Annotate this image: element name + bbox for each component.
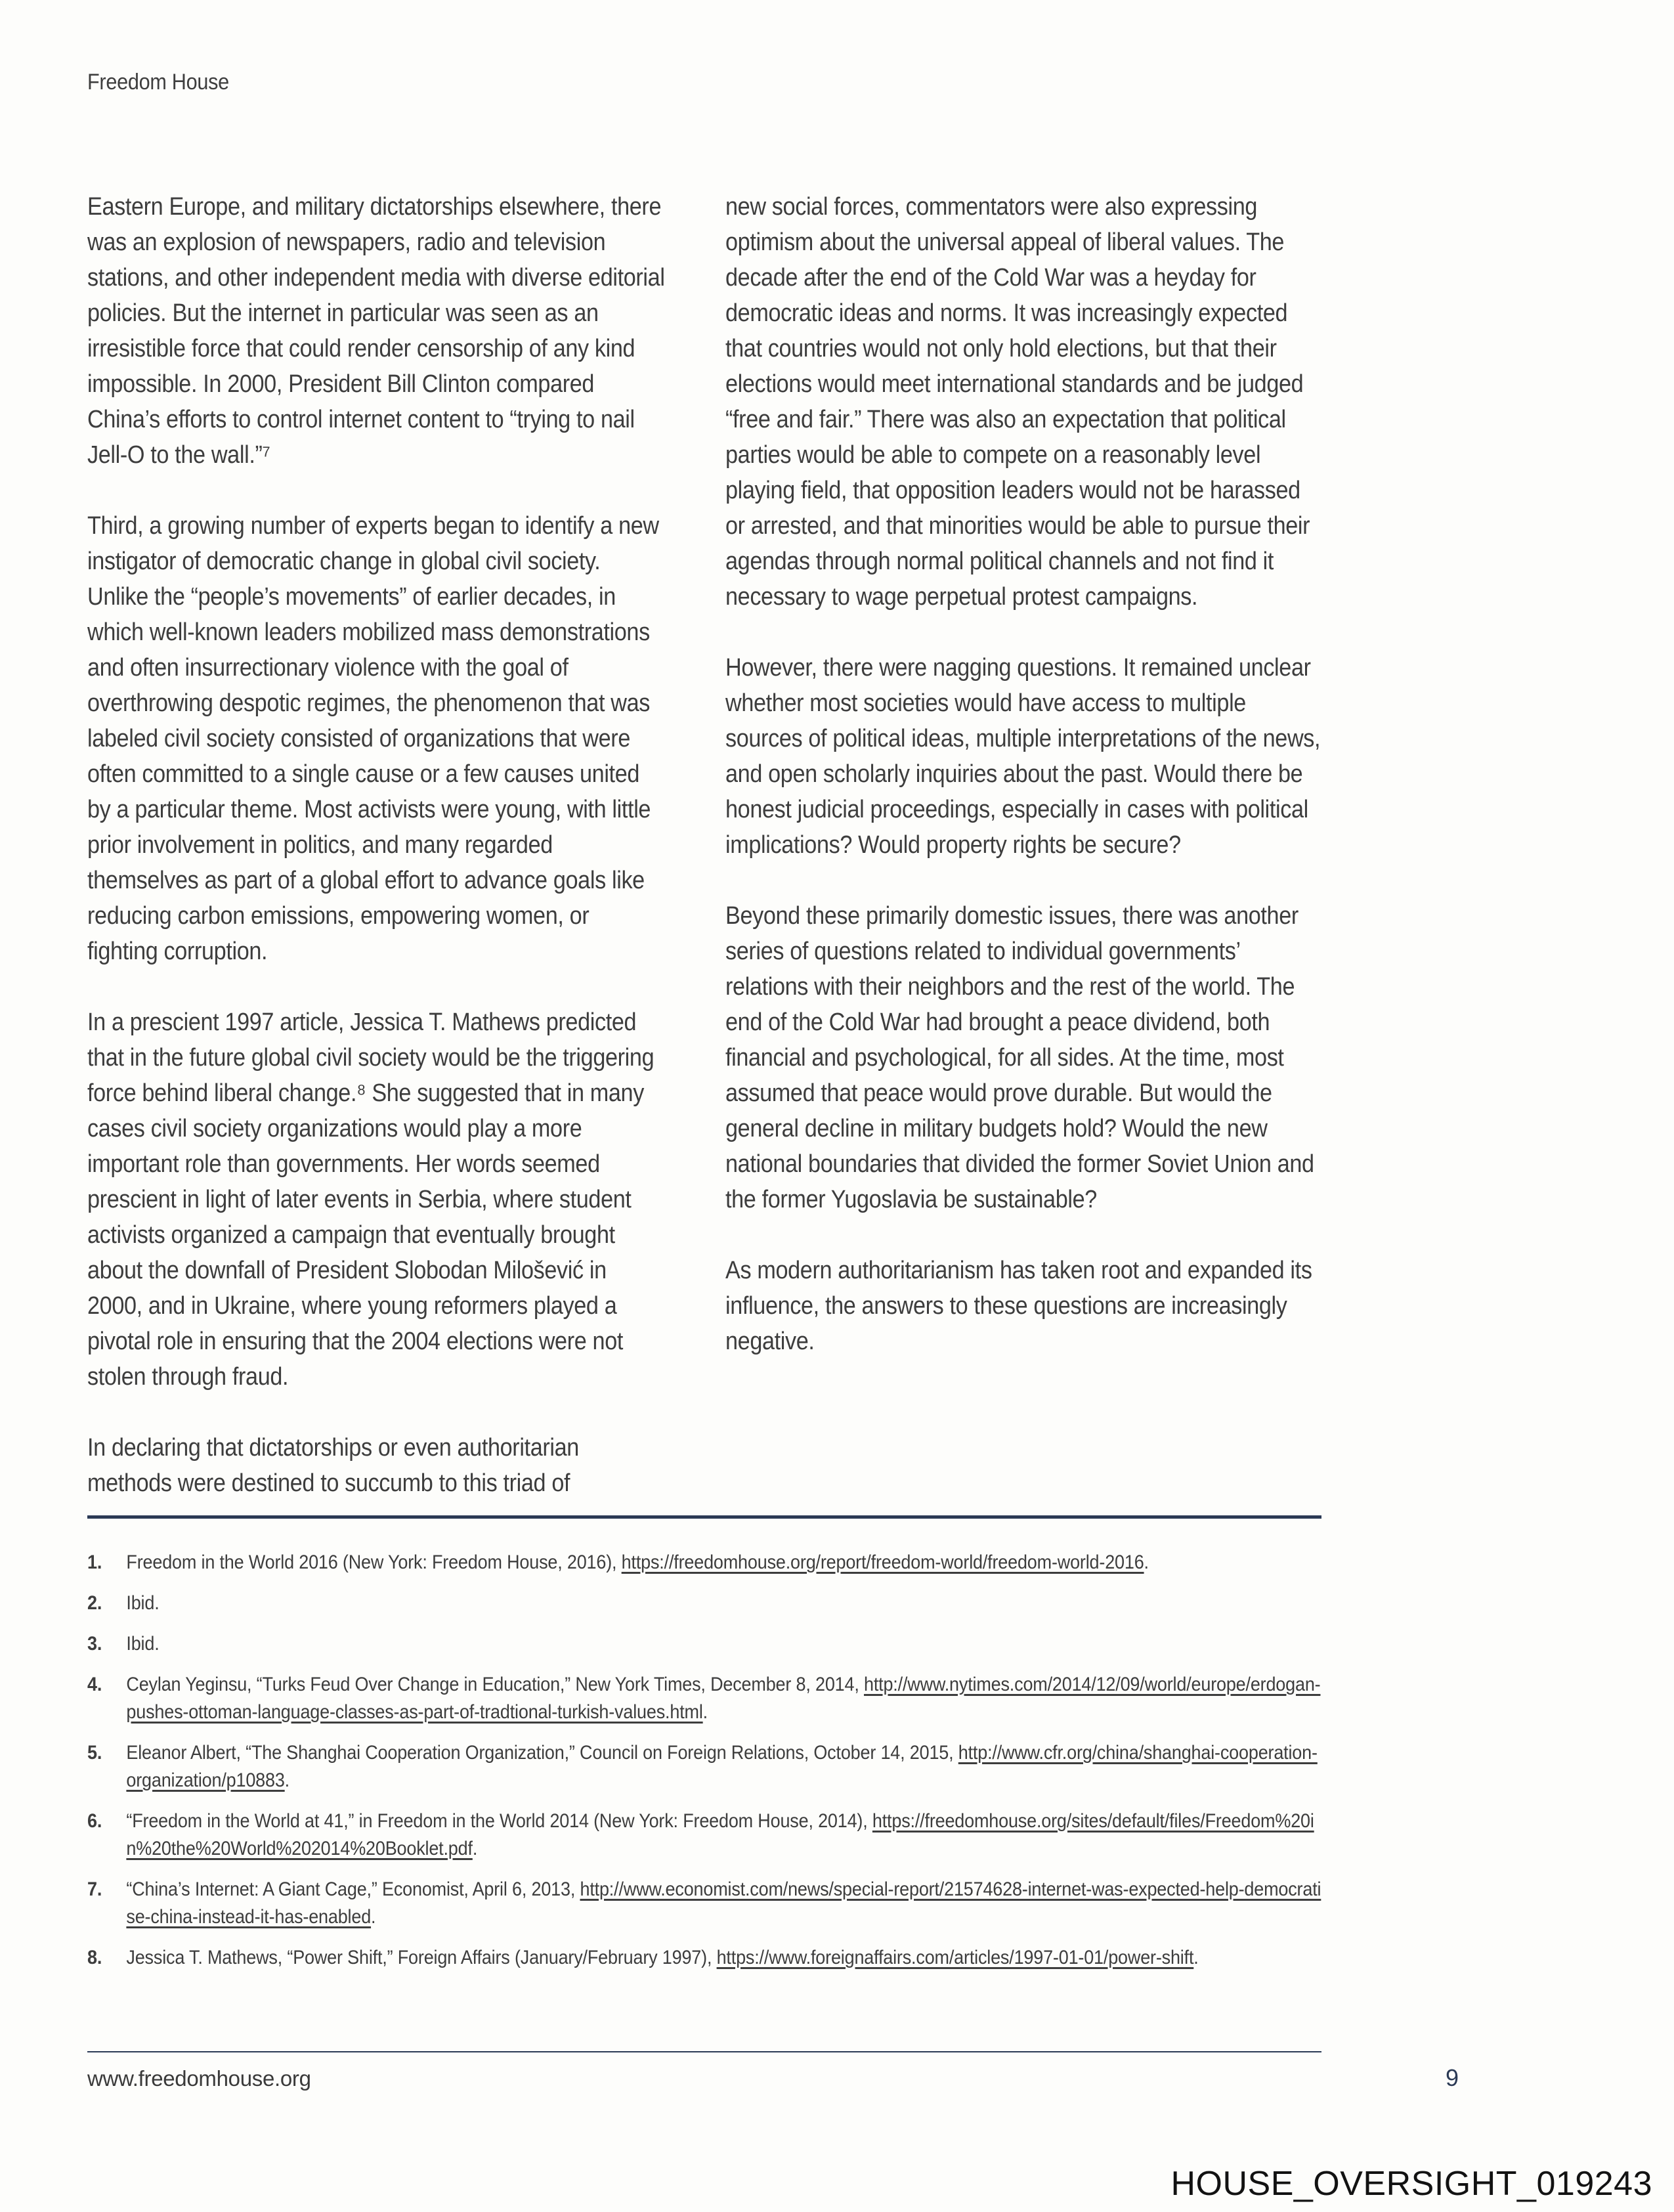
footnote-number: 8.: [87, 1947, 102, 1968]
footnote-item: [87, 1671, 1321, 1726]
footnote-link[interactable]: https://freedomhouse.org/report/freedom-world/freedom-world-2016: [621, 1551, 1144, 1573]
footnote-body: [126, 1674, 1320, 1723]
paragraph: In declaring that dictatorships or even authoritarian methods were destined to succumb to this triad of: [87, 1434, 579, 1497]
article-body: [87, 189, 1321, 1506]
footnote-body: [126, 1742, 1317, 1791]
footnote-number: 3.: [87, 1633, 102, 1655]
footer-row: [87, 2064, 1459, 2092]
footnote-number: 4.: [87, 1674, 102, 1695]
footnote-text: Eleanor Albert, “The Shanghai Cooperation Organization,” Council on Foreign Relations, October 14, 2015,: [126, 1742, 958, 1764]
footnote-item: [87, 1944, 1321, 1972]
footnote-body: [126, 1810, 1314, 1859]
footnote-list: [87, 1549, 1321, 1972]
footnote-text: .: [472, 1838, 478, 1859]
footnote-text: Ibid.: [126, 1633, 160, 1655]
paragraph: As modern authoritarianism has taken root and expanded its influence, the answers to these questions are increasingly negative.: [725, 1257, 1312, 1355]
footnote-link[interactable]: https://www.foreignaffairs.com/articles/1997-01-01/power-shift: [716, 1947, 1194, 1968]
page-number: 9: [1445, 2064, 1459, 2091]
footnote-body: [126, 1947, 1198, 1968]
footnote-item: [87, 1549, 1321, 1576]
footnote-item: [87, 1590, 1321, 1617]
footnote-body: [126, 1878, 1321, 1928]
paragraph: Beyond these primarily domestic issues, there was another series of questions related to individual governments’ relations with their neighbors and the rest of the world. The end of the Cold War had brought a peace dividend, both financial and psychological, for all sides. At the time, most assumed that peace would prove durable. But would the general decline in military budgets hold? Would the new national boundaries that divided the former Soviet Union and the former Yugoslavia be sustainable?: [725, 902, 1314, 1213]
page-header: [87, 70, 229, 95]
page-footer: [87, 2051, 1459, 2092]
footnotes-divider: [87, 1515, 1321, 1519]
footnote-text: Freedom in the World 2016 (New York: Freedom House, 2016),: [126, 1551, 622, 1573]
footnote-link[interactable]: http://www.nytimes.com/2014/12/09/world/europe/erdogan-pushes-ottoman-language-classes-as-part-of-tradtional-turkish-values.html: [126, 1674, 1321, 1723]
paragraph: However, there were nagging questions. It remained unclear whether most societies would have access to multiple sources of political ideas, multiple interpretations of the news, and open scholarly inquiries about the past. Would there be honest judicial proceedings, especially in cases with political implications? Would property rights be secure?: [725, 654, 1321, 859]
footnote-number: 6.: [87, 1810, 102, 1832]
footnote-item: [87, 1808, 1321, 1863]
footnote-text: .: [371, 1906, 376, 1928]
paragraph: Eastern Europe, and military dictatorships elsewhere, there was an explosion of newspapers, radio and television stations, and other independent media with diverse editorial policies. But the internet in particular was seen as an irresistible force that could render censorship of any kind impossible. In 2000, President Bill Clinton compared China’s efforts to control internet content to “trying to nail Jell-O to the wall.”⁷: [87, 193, 665, 469]
footnote-text: Ibid.: [126, 1592, 160, 1614]
column-left: [87, 189, 665, 1506]
footnote-item: [87, 1739, 1321, 1794]
footnote-text: .: [702, 1701, 708, 1723]
footer-url: www.freedomhouse.org: [87, 2066, 311, 2091]
footnote-text: “Freedom in the World at 41,” in Freedom in the World 2014 (New York: Freedom House, 2014),: [126, 1810, 872, 1832]
footnote-number: 1.: [87, 1551, 102, 1573]
footnote-body: [126, 1592, 159, 1614]
footnote-link[interactable]: http://www.economist.com/news/special-report/21574628-internet-was-expected-help-democratise-china-instead-it-has-enabled: [126, 1878, 1321, 1928]
footnote-number: 7.: [87, 1878, 102, 1900]
footnote-link[interactable]: http://www.cfr.org/china/shanghai-cooperation-organization/p10883: [126, 1742, 1318, 1791]
footnote-text: Ceylan Yeginsu, “Turks Feud Over Change in Education,” New York Times, December 8, 2014,: [126, 1674, 864, 1695]
footnote-body: [126, 1551, 1148, 1573]
footnote-item: [87, 1630, 1321, 1658]
footnote-number: 2.: [87, 1592, 102, 1614]
footnote-item: [87, 1876, 1321, 1931]
footnote-link[interactable]: https://freedomhouse.org/sites/default/files/Freedom%20in%20the%20World%202014%20Booklet.pdf: [126, 1810, 1314, 1859]
footer-divider: [87, 2051, 1321, 2052]
footnote-text: Jessica T. Mathews, “Power Shift,” Foreign Affairs (January/February 1997),: [126, 1947, 717, 1968]
bates-stamp: HOUSE_OVERSIGHT_019243: [1170, 2165, 1652, 2203]
footnote-text: .: [1193, 1947, 1199, 1968]
paragraph: In a prescient 1997 article, Jessica T. Mathews predicted that in the future global civil society would be the triggering force behind liberal change.⁸ She suggested that in many cases civil society organizations would play a more important role than governments. Her words seemed prescient in light of later events in Serbia, where student activists organized a campaign that eventually brought about the downfall of President Slobodan Milošević in 2000, and in Ukraine, where young reformers played a pivotal role in ensuring that the 2004 elections were not stolen through fraud.: [87, 1008, 655, 1391]
paragraph: Third, a growing number of experts began to identify a new instigator of democratic change in global civil society. Unlike the “people’s movements” of earlier decades, in which well-known leaders mobilized mass demonstrations and often insurrectionary violence with the goal of overthrowing despotic regimes, the phenomenon that was labeled civil society consisted of organizations that were often committed to a single cause or a few causes united by a particular theme. Most activists were young, with little prior involvement in politics, and many regarded themselves as part of a global effort to advance goals like reducing carbon emissions, empowering women, or fighting corruption.: [87, 512, 659, 965]
footnote-text: .: [284, 1769, 290, 1791]
footnote-body: [126, 1633, 159, 1655]
paragraph: new social forces, commentators were also expressing optimism about the universal appeal of liberal values. The decade after the end of the Cold War was a heyday for democratic ideas and norms. It was increasingly expected that countries would not only hold elections, but that their elections would meet international standards and be judged “free and fair.” There was also an expectation that political parties would be able to compete on a reasonably level playing field, that opposition leaders would not be harassed or arrested, and that minorities would be able to pursue their agendas through normal political channels and not find it necessary to wage perpetual protest campaigns.: [725, 193, 1310, 611]
footnote-number: 5.: [87, 1742, 102, 1764]
footnote-text: “China’s Internet: A Giant Cage,” Economist, April 6, 2013,: [126, 1878, 580, 1900]
footnotes-section: [87, 1515, 1321, 1985]
org-name: Freedom House: [87, 70, 229, 95]
footnote-text: .: [1144, 1551, 1149, 1573]
column-right: [725, 189, 1321, 1395]
